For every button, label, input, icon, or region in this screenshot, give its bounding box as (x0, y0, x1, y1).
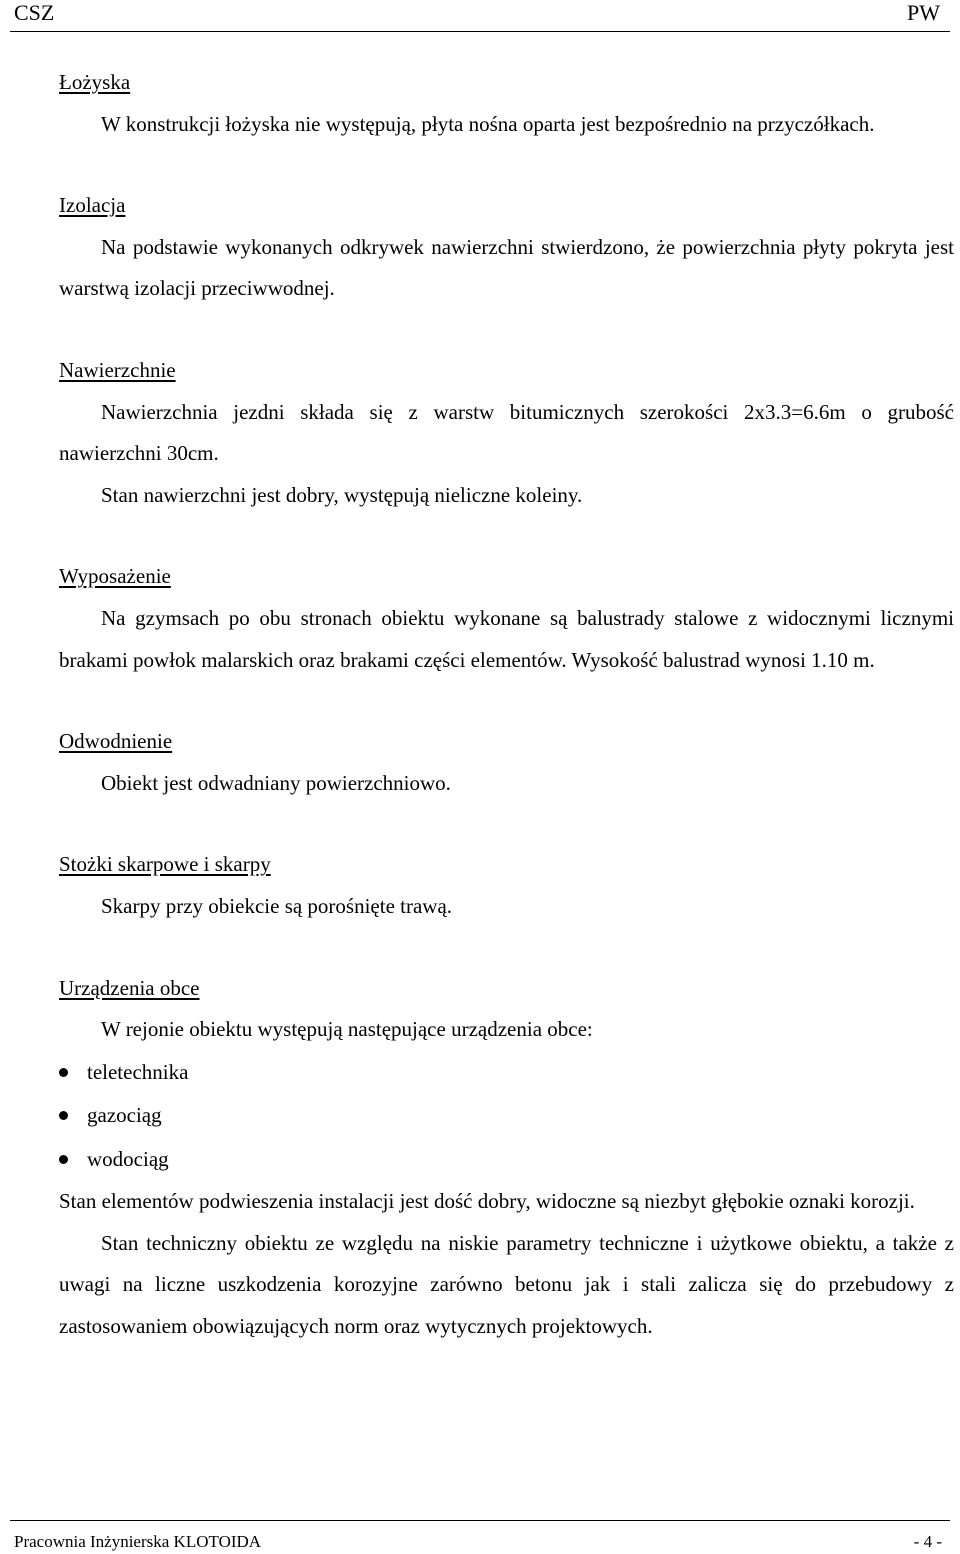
bullet-icon (59, 1111, 68, 1120)
section-title-odwodnienie: Odwodnienie (59, 729, 173, 754)
spacer (59, 145, 954, 185)
list-item-label: teletechnika (87, 1059, 189, 1084)
list-item-label: wodociąg (87, 1146, 169, 1171)
section-text-izolacja: Na podstawie wykonanych odkrywek nawierzchni stwierdzono, że powierzchnia płyty pokryta jest warstwą izolacji przeciwwodnej. (59, 234, 954, 301)
section-text-stozki: Skarpy przy obiekcie są porośnięte trawą. (101, 893, 453, 918)
section-text-urzadzenia-stan: Stan elementów podwieszenia instalacji jest dość dobry, widoczne są niezbyt głębokie oznaki korozji. (59, 1189, 915, 1214)
header-divider (10, 31, 950, 32)
section-text-lozyska: W konstrukcji łożyska nie występują, płyta nośna oparta jest bezpośrednio na przyczółkach. (101, 111, 875, 136)
section-text-nawierzchnie: Nawierzchnia jezdni składa się z warstw bitumicznych szerokości 2x3.3=6.6m o grubość nawierzchni 30cm. (59, 399, 954, 466)
section-text-odwodnienie: Obiekt jest odwadniany powierzchniowo. (101, 770, 451, 795)
footer-company: Pracownia Inżynierska KLOTOIDA (14, 1532, 262, 1551)
list-item (59, 1094, 954, 1138)
section-title-izolacja: Izolacja (59, 193, 126, 218)
section-text-nawierzchnie-stan: Stan nawierzchni jest dobry, występują nieliczne koleiny. (101, 482, 583, 507)
list-item (59, 1051, 954, 1095)
section-title-stozki: Stożki skarpowe i skarpy (59, 852, 271, 877)
spacer (59, 804, 954, 844)
section-text-urzadzenia-intro: W rejonie obiektu występują następujące urządzenia obce: (101, 1017, 593, 1042)
spacer (59, 516, 954, 556)
page-number: - 4 - (913, 1532, 942, 1551)
utilities-list (59, 1051, 954, 1182)
spacer (59, 681, 954, 721)
list-item-label: gazociąg (87, 1103, 162, 1128)
header-right-code: PW (907, 0, 940, 25)
section-title-lozyska: Łożyska (59, 70, 131, 94)
header-left-code: CSZ (14, 0, 55, 25)
section-title-nawierzchnie: Nawierzchnie (59, 357, 176, 382)
spacer (59, 310, 954, 350)
section-title-urzadzenia: Urządzenia obce (59, 975, 200, 1000)
section-title-wyposazenie: Wyposażenie (59, 564, 171, 589)
spacer (59, 928, 954, 968)
bullet-icon (59, 1155, 68, 1164)
document-body (59, 62, 954, 1348)
list-item (59, 1138, 954, 1182)
footer-divider (10, 1520, 950, 1521)
section-text-wyposazenie: Na gzymsach po obu stronach obiektu wykonane są balustrady stalowe z widocznymi licznymi brakami powłok malarskich oraz brakami części elementów. Wysokość balustrad wynosi 1.10 m. (59, 605, 954, 672)
conclusion-text: Stan techniczny obiektu ze względu na niskie parametry techniczne i użytkowe obiektu, a także z uwagi na liczne uszkodzenia korozyjne zarówno betonu jak i stali zalicza się do przebudowy z zastosowaniem obowiązujących norm oraz wytycznych projektowych. (59, 1230, 954, 1338)
bullet-icon (59, 1068, 68, 1077)
